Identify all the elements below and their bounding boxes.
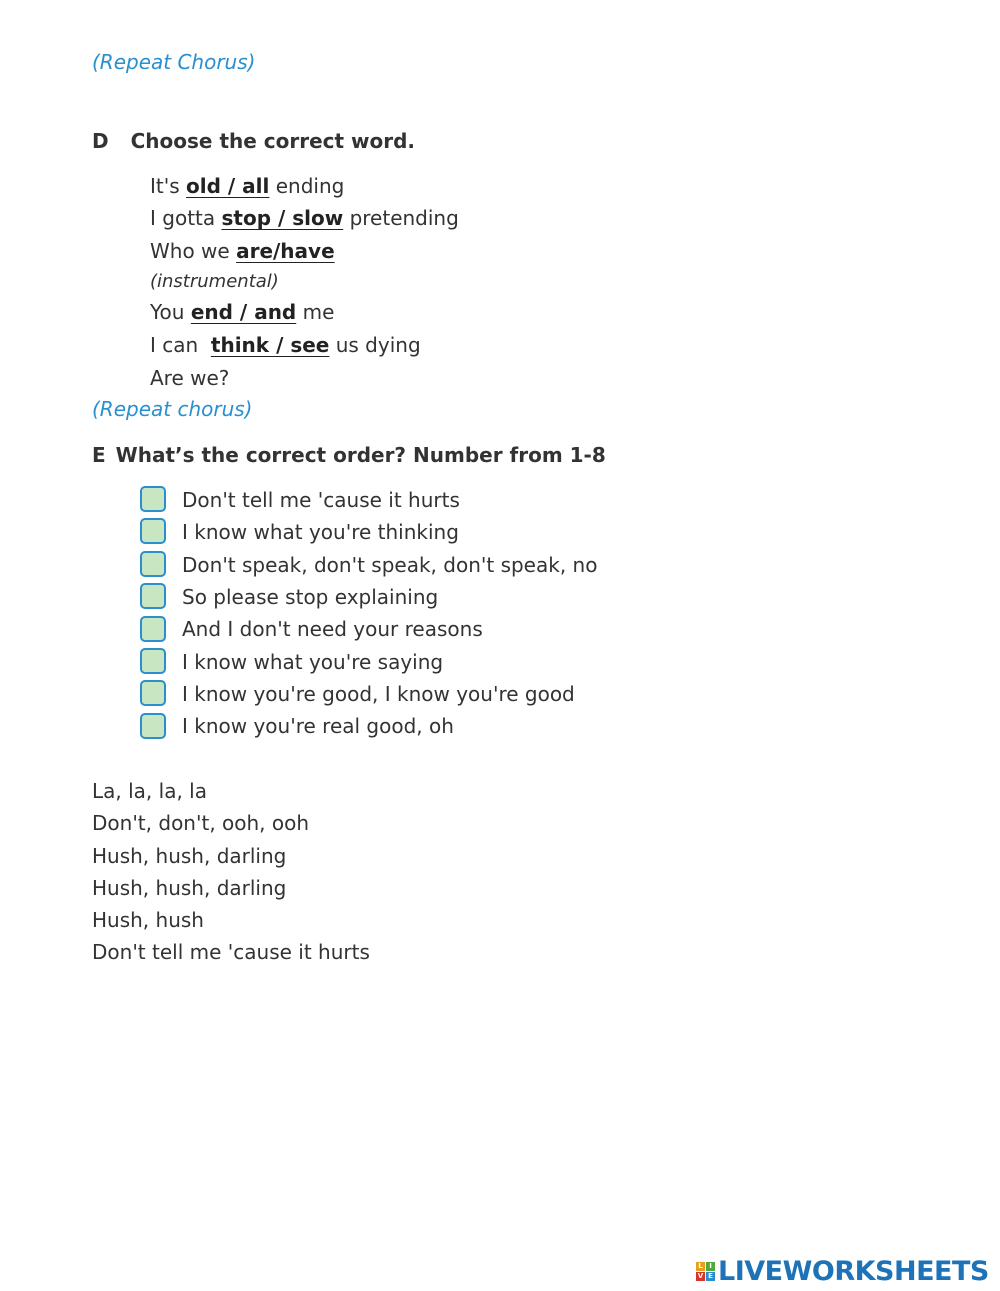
order-input-8[interactable]	[140, 713, 166, 739]
liveworksheets-logo	[696, 1255, 989, 1287]
logo-mark-icon	[696, 1262, 715, 1281]
lyric-text: I gotta	[150, 206, 222, 230]
outro-line-1: La, la, la, la	[92, 779, 207, 803]
order-item-4: So please stop explaining	[182, 585, 439, 609]
word-choice-2[interactable]: stop / slow	[221, 206, 344, 230]
order-input-5[interactable]	[140, 616, 166, 642]
order-input-7[interactable]	[140, 680, 166, 706]
order-input-3[interactable]	[140, 551, 166, 577]
section-e-title: What’s the correct order? Number from 1-8	[115, 443, 606, 467]
lyric-line-5	[150, 333, 421, 357]
lyric-text: us dying	[329, 333, 421, 357]
word-choice-4[interactable]: end / and	[190, 300, 297, 324]
lyric-line-3	[150, 239, 335, 263]
order-input-1[interactable]	[140, 486, 166, 512]
section-d-heading	[92, 129, 415, 153]
order-item-6: I know what you're saying	[182, 650, 444, 674]
word-choice-3[interactable]: are/have	[236, 239, 335, 263]
repeat-chorus-d: (Repeat chorus)	[92, 397, 253, 421]
order-item-1: Don't tell me 'cause it hurts	[182, 488, 460, 512]
outro-line-5: Hush, hush	[92, 908, 204, 932]
lyric-line-4	[150, 300, 334, 324]
outro-line-2: Don't, don't, ooh, ooh	[92, 811, 310, 835]
section-d-title: Choose the correct word.	[130, 129, 416, 153]
logo-mark-v: V	[697, 1271, 704, 1280]
order-input-2[interactable]	[140, 518, 166, 544]
lyric-text: me	[296, 300, 335, 324]
word-choice-5[interactable]: think / see	[210, 333, 330, 357]
logo-mark-e: E	[706, 1272, 715, 1281]
logo-mark-l: L	[696, 1262, 705, 1271]
section-e-heading	[92, 443, 606, 467]
order-item-3: Don't speak, don't speak, don't speak, no	[182, 553, 598, 577]
lyric-line-2	[150, 206, 459, 230]
section-e-letter: E	[92, 443, 106, 467]
lyric-line-1	[150, 174, 344, 198]
lyric-text: It's	[150, 174, 187, 198]
repeat-chorus-top: (Repeat Chorus)	[92, 50, 256, 74]
order-input-6[interactable]	[140, 648, 166, 674]
are-we-line: Are we?	[150, 366, 230, 390]
section-d-letter: D	[92, 129, 109, 153]
logo-mark-i: I	[706, 1262, 715, 1271]
instrumental-note: (instrumental)	[150, 271, 279, 292]
lyric-text: ending	[269, 174, 345, 198]
order-input-4[interactable]	[140, 583, 166, 609]
lyric-text: You	[150, 300, 191, 324]
word-choice-1[interactable]: old / all	[186, 174, 270, 198]
order-item-5: And I don't need your reasons	[182, 617, 483, 641]
lyric-text: Who we	[150, 239, 237, 263]
order-item-2: I know what you're thinking	[182, 520, 459, 544]
outro-line-6: Don't tell me 'cause it hurts	[92, 940, 370, 964]
lyric-text: I can	[150, 333, 211, 357]
outro-line-3: Hush, hush, darling	[92, 844, 287, 868]
lyric-text: pretending	[343, 206, 459, 230]
logo-text: LIVEWORKSHEETS	[718, 1255, 989, 1287]
outro-line-4: Hush, hush, darling	[92, 876, 287, 900]
order-item-8: I know you're real good, oh	[182, 714, 454, 738]
order-item-7: I know you're good, I know you're good	[182, 682, 575, 706]
